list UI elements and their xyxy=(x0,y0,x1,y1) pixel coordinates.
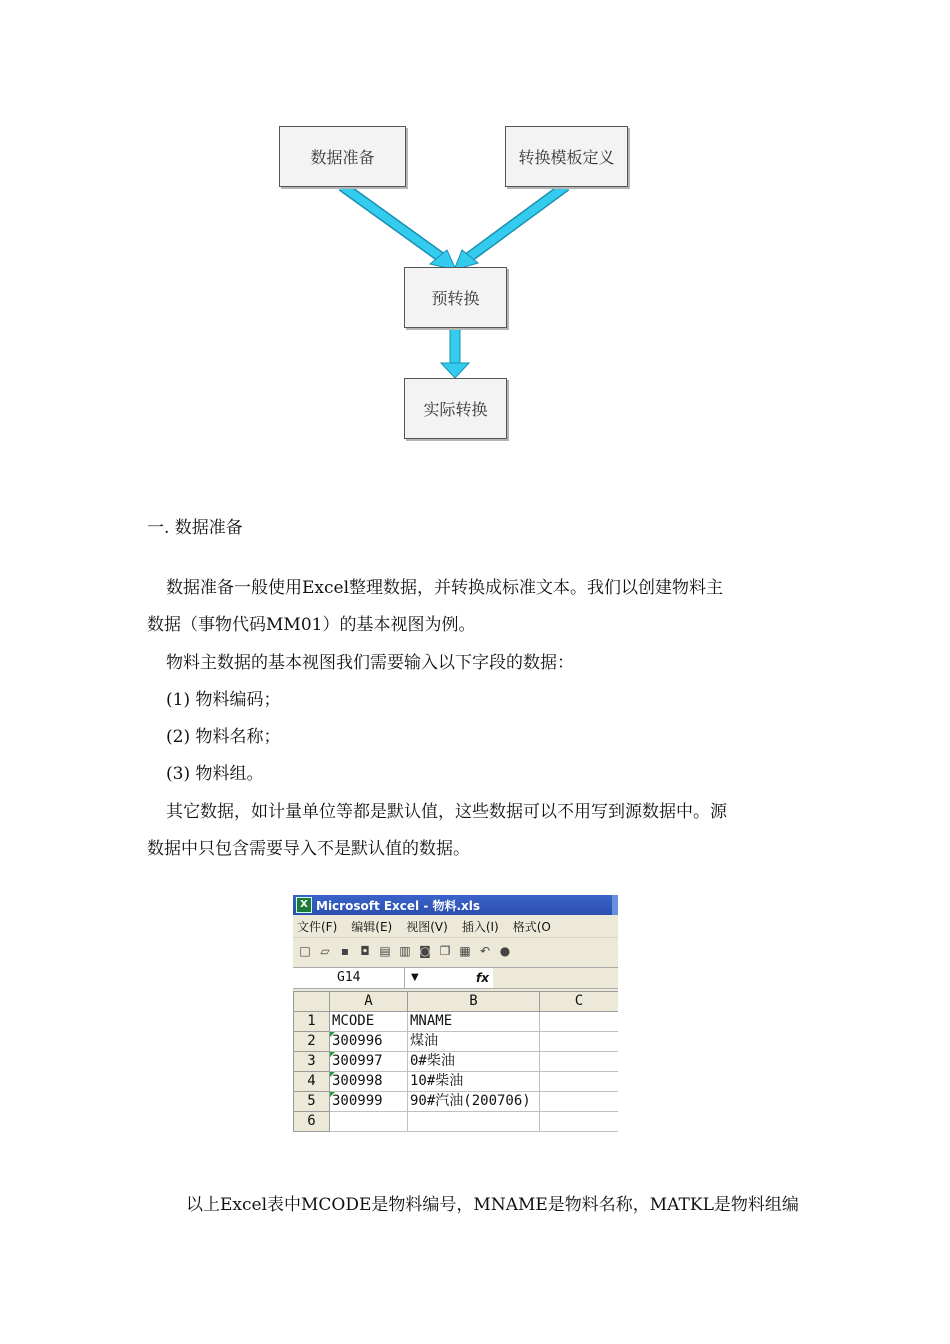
cell-a1[interactable]: MCODE xyxy=(330,1012,408,1032)
table-row xyxy=(294,1072,619,1092)
cell-b5[interactable]: 90#汽油(200706) xyxy=(408,1092,540,1112)
cell-a4[interactable]: 300998 xyxy=(330,1072,408,1092)
list-item-2: (2) 物料名称； xyxy=(166,727,281,747)
cell-b2[interactable]: 煤油 xyxy=(408,1032,540,1052)
save-icon[interactable]: ▪ xyxy=(340,944,350,958)
paragraph-3-line-2: 数据中只包含需要导入不是默认值的数据。 xyxy=(147,839,470,859)
cell-c1[interactable] xyxy=(540,1012,619,1032)
list-item-3: (3) 物料组。 xyxy=(166,764,264,784)
cell-a3[interactable]: 300997 xyxy=(330,1052,408,1072)
cell-b6[interactable] xyxy=(408,1112,540,1132)
cell-b3[interactable]: 0#柴油 xyxy=(408,1052,540,1072)
row-header[interactable]: 6 xyxy=(294,1112,330,1132)
section-heading: 一. 数据准备 xyxy=(147,518,243,538)
name-box-dropdown-icon[interactable]: ▼ xyxy=(411,972,419,983)
row-header[interactable]: 4 xyxy=(294,1072,330,1092)
menu-edit[interactable]: 编辑(E) xyxy=(351,919,393,934)
name-box[interactable]: G14 xyxy=(293,968,405,988)
column-header-c[interactable]: C xyxy=(540,992,619,1012)
paragraph-1-line-1: 数据准备一般使用Excel整理数据，并转换成标准文本。我们以创建物料主 xyxy=(166,578,724,598)
print-preview-icon[interactable]: ▤ xyxy=(379,944,391,958)
cell-c2[interactable] xyxy=(540,1032,619,1052)
paragraph-2: 物料主数据的基本视图我们需要输入以下字段的数据： xyxy=(166,653,574,673)
arrow-pre-to-actual-convert xyxy=(441,328,469,378)
print-icon[interactable]: ▥ xyxy=(399,944,411,958)
column-header-b[interactable]: B xyxy=(408,992,540,1012)
paste-icon[interactable]: ▦ xyxy=(459,944,471,958)
menu-file[interactable]: 文件(F) xyxy=(297,919,338,934)
table-row xyxy=(294,1112,619,1132)
row-header[interactable]: 1 xyxy=(294,1012,330,1032)
formula-input[interactable] xyxy=(493,968,618,988)
excel-title-bar xyxy=(293,895,618,915)
paragraph-3-line-1: 其它数据，如计量单位等都是默认值，这些数据可以不用写到源数据中。源 xyxy=(166,802,727,822)
cell-c5[interactable] xyxy=(540,1092,619,1112)
table-row xyxy=(294,1092,619,1112)
hyperlink-icon[interactable]: ● xyxy=(499,944,511,958)
menu-format[interactable]: 格式(O xyxy=(512,919,551,934)
formula-bar xyxy=(293,967,618,989)
function-icon[interactable]: fx xyxy=(476,971,489,985)
table-row xyxy=(294,1012,619,1032)
flow-box-pre-convert: 预转换 xyxy=(404,267,507,328)
row-header[interactable]: 5 xyxy=(294,1092,330,1112)
excel-window xyxy=(293,895,618,1132)
flow-box-template-def: 转换模板定义 xyxy=(505,126,628,187)
open-folder-icon[interactable]: ▱ xyxy=(320,944,330,958)
cell-b4[interactable]: 10#柴油 xyxy=(408,1072,540,1092)
process-flowchart xyxy=(0,0,950,470)
row-header[interactable]: 3 xyxy=(294,1052,330,1072)
spell-check-icon[interactable]: ◙ xyxy=(419,944,431,958)
paragraph-1-line-2: 数据（事物代码MM01）的基本视图为例。 xyxy=(147,615,476,635)
worksheet-grid xyxy=(293,991,618,1132)
menu-view[interactable]: 视图(V) xyxy=(406,919,448,934)
table-row xyxy=(294,1052,619,1072)
cell-a2[interactable]: 300996 xyxy=(330,1032,408,1052)
cell-c6[interactable] xyxy=(540,1112,619,1132)
undo-icon[interactable]: ↶ xyxy=(479,944,491,958)
cell-c4[interactable] xyxy=(540,1072,619,1092)
copy-icon[interactable]: ❐ xyxy=(439,944,451,958)
row-header[interactable]: 2 xyxy=(294,1032,330,1052)
list-item-1: (1) 物料编码； xyxy=(166,690,281,710)
permission-icon[interactable]: ◘ xyxy=(360,944,370,958)
excel-toolbar xyxy=(293,938,618,964)
table-row xyxy=(294,1032,619,1052)
paragraph-4: 以上Excel表中MCODE是物料编号，MNAME是物料名称，MATKL是物料组编 xyxy=(186,1195,799,1215)
flow-box-actual-convert: 实际转换 xyxy=(404,378,507,439)
menu-insert[interactable]: 插入(I) xyxy=(461,919,499,934)
excel-menu-bar xyxy=(293,915,618,938)
cell-c3[interactable] xyxy=(540,1052,619,1072)
excel-logo-icon: X xyxy=(296,897,312,913)
excel-title-text: Microsoft Excel - 物料.xls xyxy=(316,898,481,913)
new-file-icon[interactable]: □ xyxy=(299,944,311,958)
arrow-template-to-pre-convert xyxy=(454,186,566,270)
cell-a5[interactable]: 300999 xyxy=(330,1092,408,1112)
cell-b1[interactable]: MNAME xyxy=(408,1012,540,1032)
select-all-corner[interactable] xyxy=(294,992,330,1012)
column-header-row xyxy=(294,992,619,1012)
column-header-a[interactable]: A xyxy=(330,992,408,1012)
flow-box-data-prep: 数据准备 xyxy=(279,126,406,187)
title-bar-edge xyxy=(612,895,618,915)
cell-a6[interactable] xyxy=(330,1112,408,1132)
arrow-data-prep-to-pre-convert xyxy=(342,186,456,270)
